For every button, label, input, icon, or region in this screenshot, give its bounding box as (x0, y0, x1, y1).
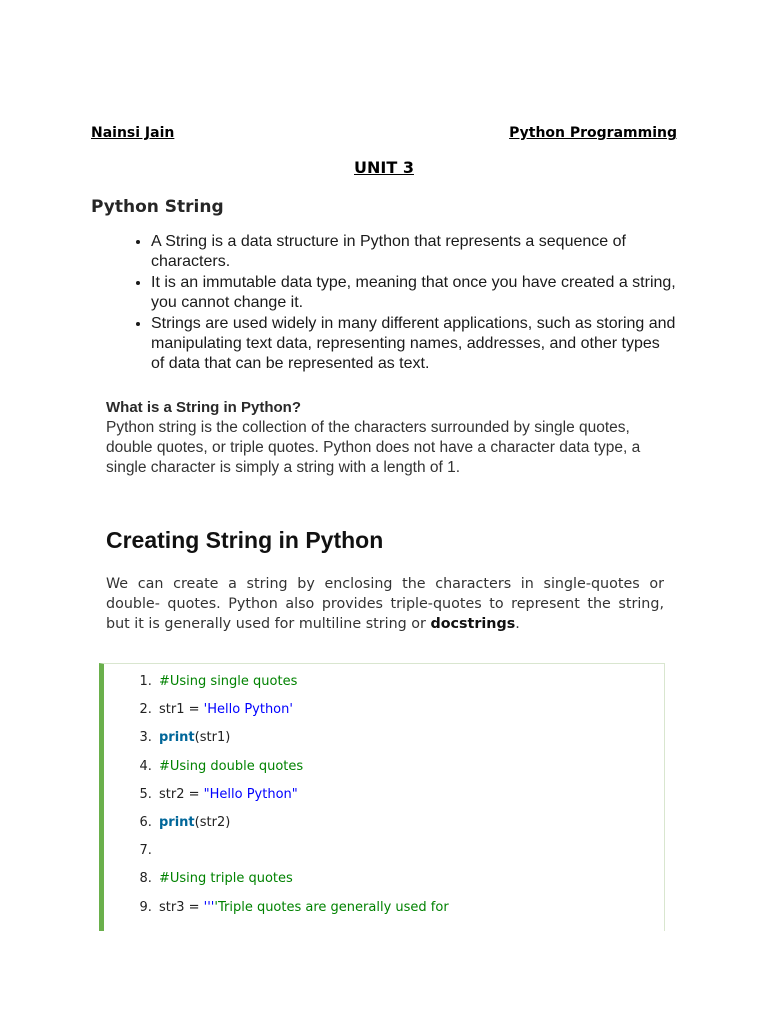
code-line (156, 700, 664, 728)
code-comment: #Using single quotes (159, 674, 298, 689)
what-is-string-body: Python string is the collection of the characters surrounded by single quotes, double quotes, or triple quotes. Python does not have a character data type, a single character is simply a string with a length of 1. (106, 419, 641, 476)
code-comment: #Using triple quotes (159, 871, 293, 887)
bullet-item: • It is an immutable data type, meaning that once you have created a string, you cannot change it. (151, 273, 676, 313)
creating-body-text: We can create a string by enclosing the characters in single-quotes or double- quotes. Python also provides triple-quotes to represent the string, but it is generally used for multiline string or (106, 576, 664, 632)
bullet-list (106, 232, 676, 375)
code-string: "Hello Python" (203, 786, 298, 802)
docstrings-term: docstrings (430, 616, 516, 632)
bullet-item: • A String is a data structure in Python that represents a sequence of characters. (151, 232, 676, 272)
code-string: 'Triple quotes are generally used for (214, 899, 449, 915)
section-title: Python String (91, 197, 224, 217)
course-name: Python Programming (509, 125, 677, 141)
code-keyword: print (159, 730, 195, 746)
code-line (156, 757, 664, 785)
code-line (156, 728, 664, 756)
what-is-string-heading: What is a String in Python? (106, 399, 301, 416)
code-line (156, 813, 664, 841)
code-text: str3 = (159, 899, 204, 915)
creating-string-body (106, 574, 664, 634)
author-name: Nainsi Jain (91, 125, 175, 141)
code-text: str1 = (159, 702, 204, 718)
code-text: (str2) (194, 814, 231, 830)
code-line (156, 785, 664, 813)
code-lines (104, 664, 664, 926)
bullet-item: • Strings are used widely in many different applications, such as storing and manipulating text data, representing names, addresses, and other types of data that can be represented as text. (151, 314, 676, 374)
code-keyword: print (159, 814, 195, 830)
code-line (156, 672, 664, 700)
code-comment: #Using double quotes (159, 758, 304, 774)
creating-string-heading: Creating String in Python (106, 527, 384, 553)
code-string: ''' (203, 899, 215, 915)
code-text: str2 = (159, 786, 204, 802)
code-block (99, 663, 665, 931)
code-line (156, 898, 664, 926)
code-string: 'Hello Python' (203, 702, 293, 718)
unit-title: UNIT 3 (354, 158, 414, 177)
creating-body-end: . (515, 616, 520, 632)
code-text: (str1) (194, 730, 231, 746)
code-line (156, 841, 664, 869)
code-line (156, 869, 664, 897)
